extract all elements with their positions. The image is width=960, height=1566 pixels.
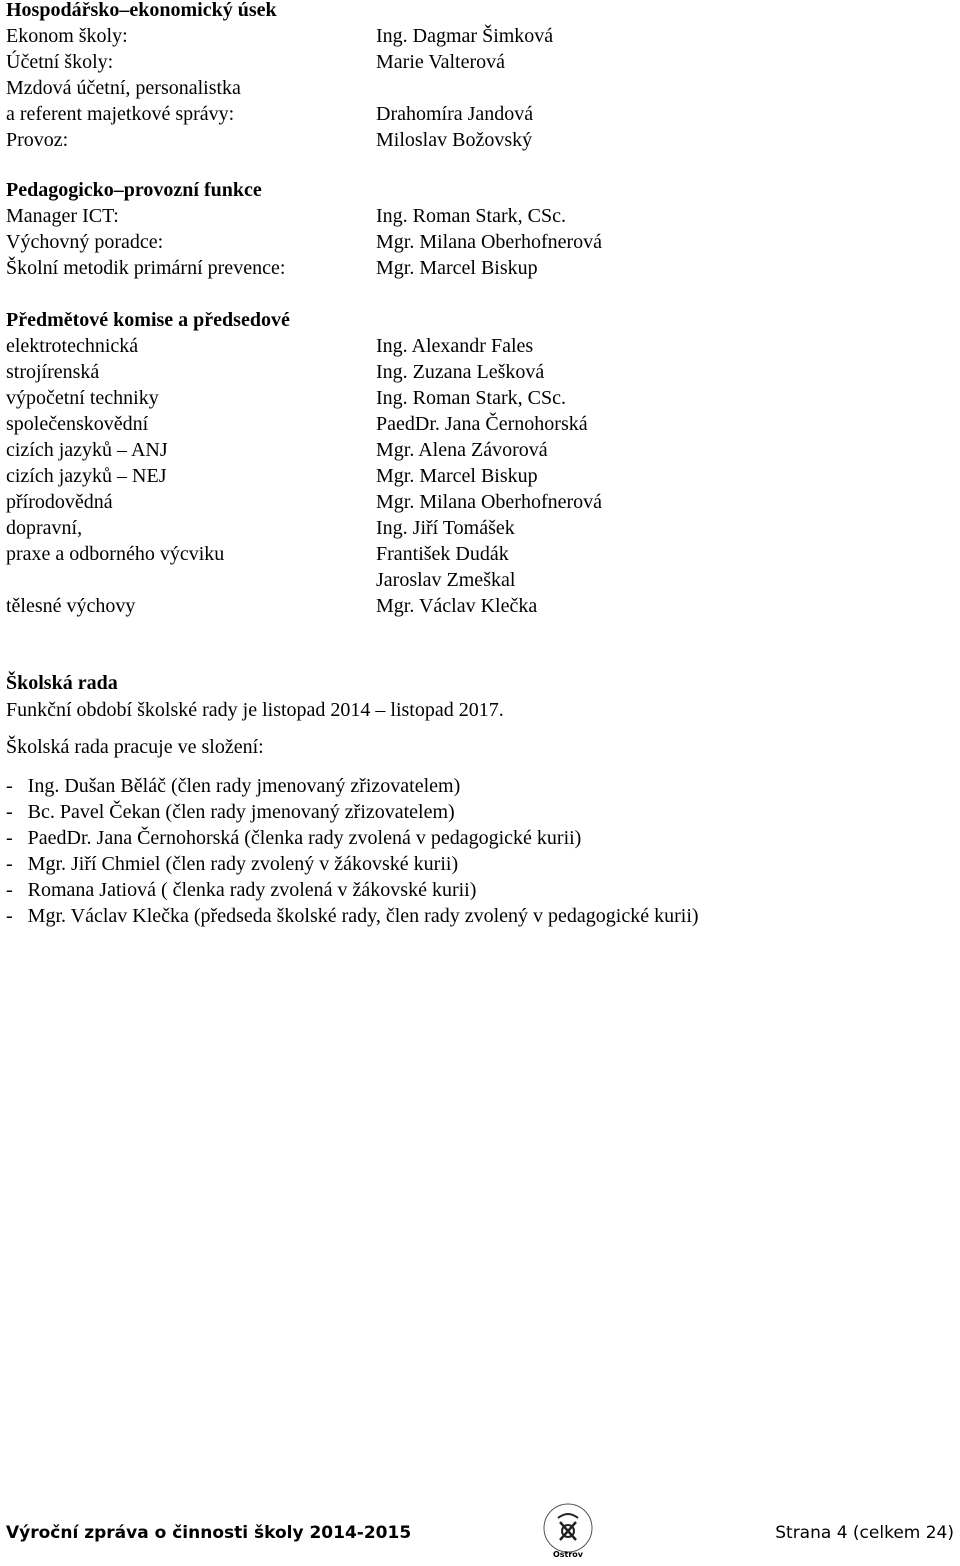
name-ict-manager: Ing. Roman Stark, CSc. [376, 205, 566, 227]
section-heading-committees: Předmětové komise a předsedové [6, 309, 290, 331]
name-accountant: Marie Valterová [376, 51, 506, 73]
committee-label: přírodovědná [6, 491, 113, 513]
committee-label: cizích jazyků – ANJ [6, 439, 168, 461]
committee-chair: Jaroslav Zmeškal [376, 569, 516, 591]
committee-label: společenskovědní [6, 413, 149, 435]
committee-chair: Ing. Alexandr Fales [376, 335, 534, 357]
school-logo-icon [540, 1500, 596, 1560]
council-member: - Bc. Pavel Čekan (člen rady jmenovaný zřizovatelem) [6, 801, 455, 823]
committee-label: výpočetní techniky [6, 387, 159, 409]
committee-chair: František Dudák [376, 543, 509, 565]
label-payroll: Mzdová účetní, personalistka [6, 77, 241, 99]
council-member: - Ing. Dušan Běláč (člen rady jmenovaný zřizovatelem) [6, 775, 461, 797]
committee-label: dopravní, [6, 517, 83, 539]
footer-page: Strana 4 (celkem 24) [775, 1523, 954, 1543]
name-operations: Miloslav Božovský [376, 129, 533, 151]
committee-chair: Mgr. Václav Klečka [376, 595, 538, 617]
council-member: - Romana Jatiová ( členka rady zvolená v žákovské kurii) [6, 879, 477, 901]
committee-label: tělesné výchovy [6, 595, 136, 617]
council-heading: Školská rada [6, 672, 118, 694]
name-prevention: Mgr. Marcel Biskup [376, 257, 538, 279]
label-property: a referent majetkové správy: [6, 103, 235, 125]
committee-label: elektrotechnická [6, 335, 139, 357]
council-period: Funkční období školské rady je listopad 2014 – listopad 2017. [6, 699, 504, 721]
committee-chair: Mgr. Alena Závorová [376, 439, 548, 461]
committee-chair: Ing. Zuzana Lešková [376, 361, 545, 383]
footer-title: Výroční zpráva o činnosti školy 2014-2015 [6, 1523, 412, 1543]
committee-label: cizích jazyků – NEJ [6, 465, 167, 487]
committee-chair: PaedDr. Jana Černohorská [376, 413, 588, 435]
label-accountant: Účetní školy: [6, 51, 114, 73]
section-heading-economic: Hospodářsko–ekonomický úsek [6, 0, 277, 21]
committee-label: strojírenská [6, 361, 100, 383]
label-ict-manager: Manager ICT: [6, 205, 119, 227]
committee-chair: Ing. Jiří Tomášek [376, 517, 515, 539]
name-economist: Ing. Dagmar Šimková [376, 25, 554, 47]
section-heading-pedagogical: Pedagogicko–provozní funkce [6, 179, 262, 201]
label-operations: Provoz: [6, 129, 69, 151]
label-economist: Ekonom školy: [6, 25, 128, 47]
label-prevention: Školní metodik primární prevence: [6, 257, 286, 279]
name-counselor: Mgr. Milana Oberhofnerová [376, 231, 603, 253]
label-counselor: Výchovný poradce: [6, 231, 164, 253]
council-member: - Mgr. Václav Klečka (předseda školské rady, člen rady zvolený v pedagogické kurii) [6, 905, 699, 927]
committee-label: praxe a odborného výcviku [6, 543, 225, 565]
council-member: - Mgr. Jiří Chmiel (člen rady zvolený v žákovské kurii) [6, 853, 459, 875]
council-member: - PaedDr. Jana Černohorská (členka rady zvolená v pedagogické kurii) [6, 827, 582, 849]
council-intro: Školská rada pracuje ve složení: [6, 736, 264, 758]
committee-chair: Mgr. Milana Oberhofnerová [376, 491, 603, 513]
committee-chair: Mgr. Marcel Biskup [376, 465, 538, 487]
committee-chair: Ing. Roman Stark, CSc. [376, 387, 566, 409]
name-property: Drahomíra Jandová [376, 103, 534, 125]
svg-text:Ostrov: Ostrov [552, 1550, 584, 1559]
